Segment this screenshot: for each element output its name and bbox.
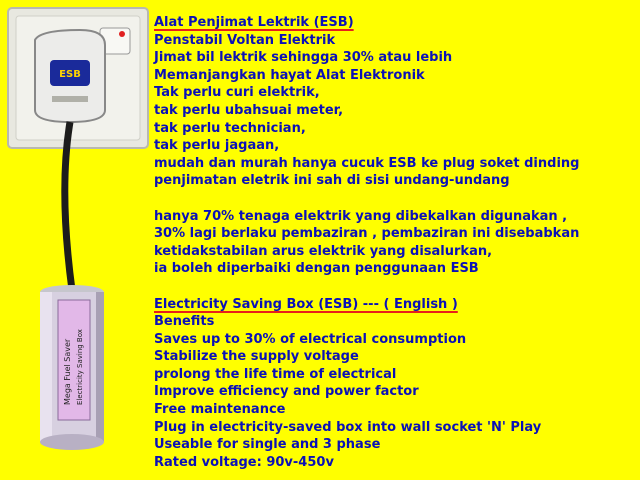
english-line: Free maintenance [154,402,286,418]
english-line: Saves up to 30% of electrical consumption [154,331,467,347]
device-label-1: Mega Fuel Saver [63,338,72,405]
english-heading: Electricity Saving Box (ESB) --- ( English ) [154,296,458,312]
malay-paragraph-line: ketidakstabilan arus elektrik yang disalurkan, [154,243,493,259]
english-line: Rated voltage: 90v-450v [154,454,334,470]
plug-label: ESB [59,69,81,80]
malay-heading: Alat Penjimat Lektrik (ESB) [154,15,354,30]
english-line: Plug in electricity-saved box into wall socket 'N' Play [154,419,542,435]
english-line: Useable for single and 3 phase [154,437,381,453]
malay-line: mudah dan murah hanya cucuk ESB ke plug soket dinding [154,155,580,171]
text-block [154,14,579,471]
english-line: Improve efficiency and power factor [154,384,419,400]
malay-paragraph-line: hanya 70% tenaga elektrik yang dibekalkan digunakan , [154,208,568,224]
device-label-2: Electricity Saving Box [76,329,84,405]
malay-line: Jimat bil lektrik sehingga 30% atau lebih [154,50,453,66]
english-line: Benefits [154,314,215,330]
malay-line: Penstabil Voltan Elektrik [154,32,336,48]
malay-paragraph-line: 30% lagi berlaku pembaziran , pembaziran ini disebabkan [154,226,580,242]
malay-line: Memanjangkan hayat Alat Elektronik [154,67,425,83]
malay-line: tak perlu ubahsuai meter, [154,102,344,118]
esb-device [40,285,104,450]
malay-line: tak perlu technician, [154,120,306,136]
product-photo [0,0,150,480]
english-line: prolong the life time of electrical [154,366,397,382]
malay-line: tak perlu jagaan, [154,138,280,154]
english-line: Stabilize the supply voltage [154,349,359,365]
malay-line: penjimatan eletrik ini sah di sisi undang-undang [154,173,510,189]
malay-paragraph-line: ia boleh diperbaiki dengan penggunaan ESB [154,261,479,277]
malay-line: Tak perlu curi elektrik, [154,85,320,101]
